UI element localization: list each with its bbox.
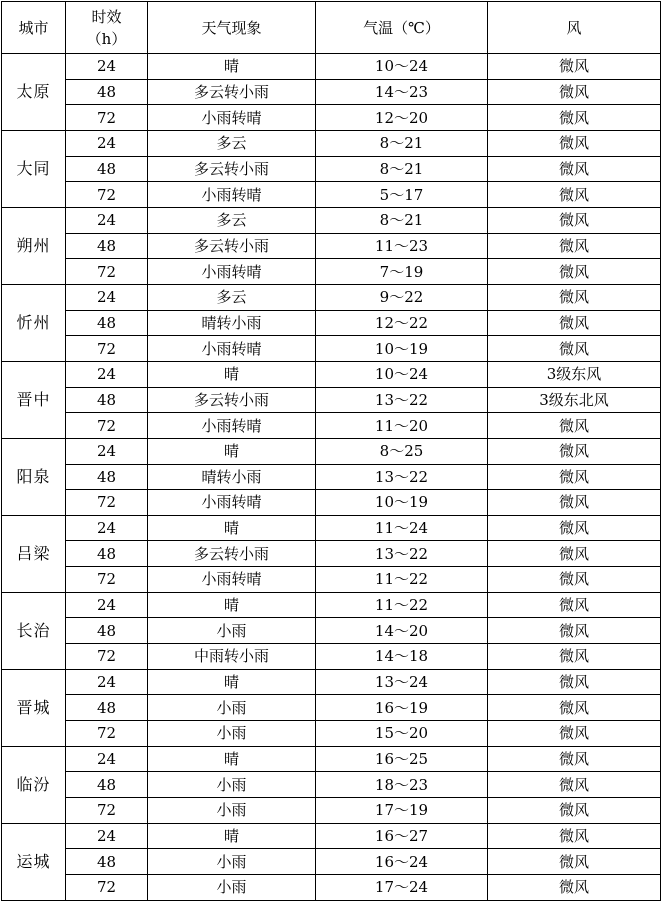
wind-cell: 微风	[488, 695, 661, 721]
table-row	[2, 515, 661, 541]
city-name-cell: 阳泉	[2, 438, 66, 515]
table-row	[2, 54, 661, 80]
temperature-cell: 8～21	[316, 207, 488, 233]
header-hours	[66, 2, 148, 54]
table-row	[2, 310, 661, 336]
hours-cell: 72	[66, 182, 148, 208]
temperature-cell: 14～23	[316, 79, 488, 105]
wind-cell: 微风	[488, 849, 661, 875]
hours-cell: 72	[66, 875, 148, 901]
temperature-cell: 11～24	[316, 515, 488, 541]
weather-cell: 多云	[148, 130, 316, 156]
hours-cell: 72	[66, 105, 148, 131]
temperature-cell: 8～25	[316, 438, 488, 464]
temperature-cell: 13～22	[316, 541, 488, 567]
table-row	[2, 438, 661, 464]
wind-cell: 微风	[488, 105, 661, 131]
wind-cell: 微风	[488, 336, 661, 362]
temperature-cell: 17～19	[316, 798, 488, 824]
table-row	[2, 156, 661, 182]
weather-cell: 小雨	[148, 849, 316, 875]
table-row	[2, 746, 661, 772]
city-name-cell: 运城	[2, 823, 66, 900]
table-row	[2, 849, 661, 875]
city-name-cell: 晋中	[2, 361, 66, 438]
wind-cell: 微风	[488, 233, 661, 259]
city-name-cell: 长治	[2, 592, 66, 669]
weather-cell: 小雨	[148, 772, 316, 798]
temperature-cell: 10～24	[316, 54, 488, 80]
temperature-cell: 11～20	[316, 413, 488, 439]
wind-cell: 微风	[488, 772, 661, 798]
weather-cell: 晴转小雨	[148, 464, 316, 490]
temperature-cell: 17～24	[316, 875, 488, 901]
wind-cell: 微风	[488, 746, 661, 772]
header-weather: 天气现象	[148, 2, 316, 54]
table-row	[2, 79, 661, 105]
weather-cell: 小雨转晴	[148, 567, 316, 593]
temperature-cell: 7～19	[316, 259, 488, 285]
hours-cell: 24	[66, 592, 148, 618]
weather-cell: 小雨转晴	[148, 105, 316, 131]
weather-cell: 晴	[148, 438, 316, 464]
weather-cell: 多云转小雨	[148, 387, 316, 413]
temperature-cell: 12～22	[316, 310, 488, 336]
wind-cell: 微风	[488, 875, 661, 901]
weather-cell: 小雨转晴	[148, 413, 316, 439]
wind-cell: 微风	[488, 721, 661, 747]
wind-cell: 微风	[488, 207, 661, 233]
wind-cell: 微风	[488, 541, 661, 567]
hours-cell: 48	[66, 156, 148, 182]
weather-cell: 晴	[148, 669, 316, 695]
weather-cell: 多云转小雨	[148, 156, 316, 182]
weather-cell: 小雨	[148, 875, 316, 901]
hours-cell: 72	[66, 259, 148, 285]
weather-cell: 晴	[148, 592, 316, 618]
weather-cell: 小雨	[148, 798, 316, 824]
header-hours-unit: （h）	[86, 29, 127, 48]
table-row	[2, 387, 661, 413]
table-row	[2, 336, 661, 362]
header-hours-label: 时效	[91, 7, 122, 26]
weather-cell: 晴转小雨	[148, 310, 316, 336]
temperature-cell: 16～19	[316, 695, 488, 721]
temperature-cell: 10～24	[316, 361, 488, 387]
wind-cell: 微风	[488, 567, 661, 593]
hours-cell: 48	[66, 310, 148, 336]
temperature-cell: 16～24	[316, 849, 488, 875]
weather-cell: 中雨转小雨	[148, 644, 316, 670]
weather-cell: 多云	[148, 284, 316, 310]
temperature-cell: 9～22	[316, 284, 488, 310]
wind-cell: 微风	[488, 464, 661, 490]
hours-cell: 48	[66, 233, 148, 259]
table-row	[2, 182, 661, 208]
weather-cell: 小雨	[148, 695, 316, 721]
temperature-cell: 8～21	[316, 130, 488, 156]
table-row	[2, 823, 661, 849]
city-name-cell: 晋城	[2, 669, 66, 746]
hours-cell: 24	[66, 207, 148, 233]
table-row	[2, 490, 661, 516]
temperature-cell: 16～27	[316, 823, 488, 849]
wind-cell: 微风	[488, 592, 661, 618]
hours-cell: 48	[66, 695, 148, 721]
wind-cell: 微风	[488, 156, 661, 182]
hours-cell: 72	[66, 567, 148, 593]
weather-cell: 小雨转晴	[148, 336, 316, 362]
weather-cell: 小雨转晴	[148, 259, 316, 285]
temperature-cell: 11～22	[316, 567, 488, 593]
table-row	[2, 669, 661, 695]
weather-cell: 多云转小雨	[148, 79, 316, 105]
hours-cell: 24	[66, 284, 148, 310]
hours-cell: 24	[66, 54, 148, 80]
temperature-cell: 11～22	[316, 592, 488, 618]
table-row	[2, 233, 661, 259]
hours-cell: 72	[66, 721, 148, 747]
temperature-cell: 14～18	[316, 644, 488, 670]
city-name-cell: 大同	[2, 130, 66, 207]
weather-cell: 小雨	[148, 618, 316, 644]
hours-cell: 48	[66, 772, 148, 798]
weather-cell: 晴	[148, 54, 316, 80]
table-body	[2, 54, 661, 901]
wind-cell: 微风	[488, 515, 661, 541]
hours-cell: 24	[66, 130, 148, 156]
table-row	[2, 592, 661, 618]
table-row	[2, 644, 661, 670]
header-row	[2, 2, 661, 54]
table-row	[2, 541, 661, 567]
city-name-cell: 临汾	[2, 746, 66, 823]
city-name-cell: 太原	[2, 54, 66, 131]
temperature-cell: 10～19	[316, 336, 488, 362]
temperature-cell: 5～17	[316, 182, 488, 208]
wind-cell: 微风	[488, 130, 661, 156]
hours-cell: 24	[66, 746, 148, 772]
hours-cell: 24	[66, 515, 148, 541]
temperature-cell: 14～20	[316, 618, 488, 644]
table-row	[2, 130, 661, 156]
hours-cell: 48	[66, 387, 148, 413]
weather-cell: 晴	[148, 746, 316, 772]
header-wind: 风	[488, 2, 661, 54]
hours-cell: 24	[66, 361, 148, 387]
hours-cell: 72	[66, 644, 148, 670]
header-temperature: 气温（℃）	[316, 2, 488, 54]
forecast-table	[1, 1, 661, 901]
hours-cell: 24	[66, 438, 148, 464]
weather-cell: 小雨转晴	[148, 182, 316, 208]
weather-cell: 多云转小雨	[148, 541, 316, 567]
temperature-cell: 13～24	[316, 669, 488, 695]
hours-cell: 48	[66, 464, 148, 490]
table-row	[2, 284, 661, 310]
city-name-cell: 朔州	[2, 207, 66, 284]
wind-cell: 微风	[488, 618, 661, 644]
hours-cell: 48	[66, 541, 148, 567]
wind-cell: 微风	[488, 798, 661, 824]
weather-cell: 晴	[148, 361, 316, 387]
hours-cell: 24	[66, 669, 148, 695]
temperature-cell: 13～22	[316, 464, 488, 490]
weather-cell: 多云转小雨	[148, 233, 316, 259]
wind-cell: 微风	[488, 259, 661, 285]
city-name-cell: 忻州	[2, 284, 66, 361]
temperature-cell: 11～23	[316, 233, 488, 259]
table-row	[2, 875, 661, 901]
wind-cell: 微风	[488, 490, 661, 516]
temperature-cell: 13～22	[316, 387, 488, 413]
hours-cell: 48	[66, 618, 148, 644]
table-row	[2, 695, 661, 721]
table-row	[2, 361, 661, 387]
wind-cell: 微风	[488, 438, 661, 464]
header-city: 城市	[2, 2, 66, 54]
wind-cell: 微风	[488, 310, 661, 336]
hours-cell: 72	[66, 490, 148, 516]
weather-cell: 晴	[148, 515, 316, 541]
weather-cell: 小雨转晴	[148, 490, 316, 516]
hours-cell: 48	[66, 849, 148, 875]
table-row	[2, 721, 661, 747]
table-row	[2, 464, 661, 490]
wind-cell: 微风	[488, 54, 661, 80]
temperature-cell: 8～21	[316, 156, 488, 182]
wind-cell: 微风	[488, 182, 661, 208]
hours-cell: 72	[66, 336, 148, 362]
hours-cell: 72	[66, 798, 148, 824]
weather-cell: 多云	[148, 207, 316, 233]
temperature-cell: 18～23	[316, 772, 488, 798]
wind-cell: 3级东风	[488, 361, 661, 387]
hours-cell: 24	[66, 823, 148, 849]
temperature-cell: 15～20	[316, 721, 488, 747]
hours-cell: 72	[66, 413, 148, 439]
table-row	[2, 772, 661, 798]
hours-cell: 48	[66, 79, 148, 105]
wind-cell: 3级东北风	[488, 387, 661, 413]
weather-cell: 小雨	[148, 721, 316, 747]
wind-cell: 微风	[488, 79, 661, 105]
table-row	[2, 105, 661, 131]
temperature-cell: 10～19	[316, 490, 488, 516]
wind-cell: 微风	[488, 823, 661, 849]
temperature-cell: 16～25	[316, 746, 488, 772]
table-header	[2, 2, 661, 54]
table-row	[2, 618, 661, 644]
weather-cell: 晴	[148, 823, 316, 849]
wind-cell: 微风	[488, 644, 661, 670]
table-row	[2, 567, 661, 593]
table-row	[2, 207, 661, 233]
wind-cell: 微风	[488, 284, 661, 310]
wind-cell: 微风	[488, 413, 661, 439]
temperature-cell: 12～20	[316, 105, 488, 131]
table-row	[2, 413, 661, 439]
wind-cell: 微风	[488, 669, 661, 695]
table-row	[2, 798, 661, 824]
city-name-cell: 吕梁	[2, 515, 66, 592]
table-row	[2, 259, 661, 285]
